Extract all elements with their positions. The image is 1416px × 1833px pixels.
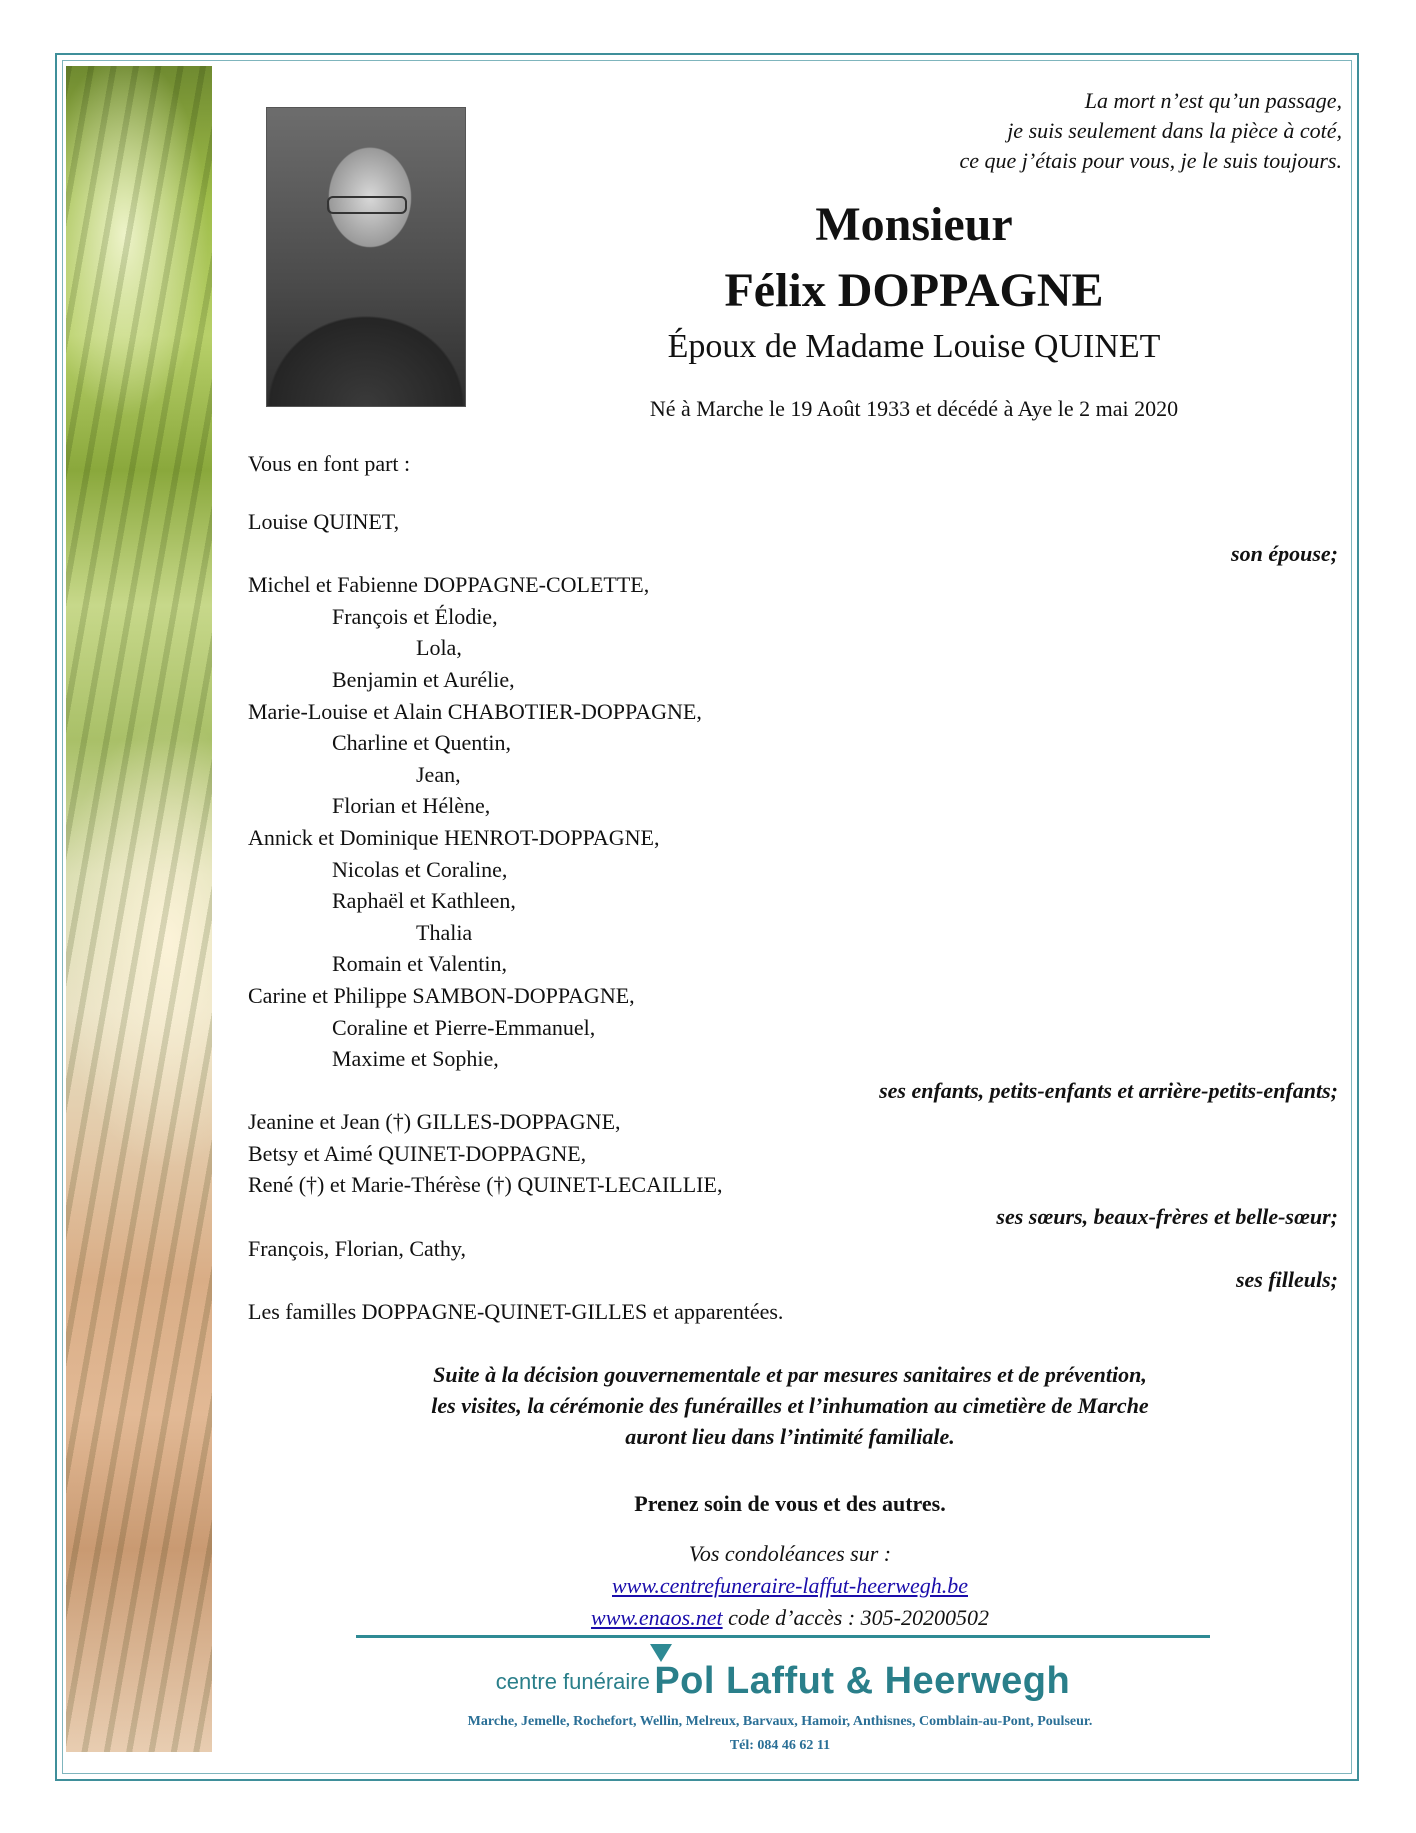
list-item: Les familles DOPPAGNE-QUINET-GILLES et apparentées. xyxy=(248,1298,784,1324)
quote-line-1: La mort n’est qu’un passage, xyxy=(1084,88,1342,113)
quote-line-2: je suis seulement dans la pièce à coté, xyxy=(1007,118,1342,143)
list-item: Maxime et Sophie, xyxy=(332,1046,499,1072)
footer-divider xyxy=(356,1635,1210,1638)
list-item: Lola, xyxy=(416,635,462,661)
birth-death-dates: Né à Marche le 19 Août 1933 et décédé à Aye le 2 mai 2020 xyxy=(649,396,1179,421)
logo-brand-text: Pol Laffut & Heerwegh xyxy=(654,1660,1071,1702)
list-item: Michel et Fabienne DOPPAGNE-COLETTE, xyxy=(248,572,650,598)
relation-label: ses enfants, petits-enfants et arrière-petits-enfants; xyxy=(879,1077,1338,1103)
spouse-line: Époux de Madame Louise QUINET xyxy=(667,328,1161,365)
list-item: Nicolas et Coraline, xyxy=(332,856,508,882)
relation-label: ses filleuls; xyxy=(1235,1267,1338,1293)
portrait-photo xyxy=(266,107,466,407)
list-item: Betsy et Aimé QUINET-DOPPAGNE, xyxy=(248,1140,587,1166)
list-item: Benjamin et Aurélie, xyxy=(332,666,515,692)
notice-line-2: les visites, la cérémonie des funérailles et l’inhumation au cimetière de Marche xyxy=(431,1393,1149,1418)
quote-line-3: ce que j’étais pour vous, je le suis toujours. xyxy=(959,148,1342,173)
relation-label: ses sœurs, beaux-frères et belle-sœur; xyxy=(996,1204,1338,1230)
intro-text: Vous en font part : xyxy=(248,451,411,476)
list-item: Charline et Quentin, xyxy=(332,730,512,756)
phone-number: Tél: 084 46 62 11 xyxy=(729,1738,831,1753)
notice-line-3: auront lieu dans l’intimité familiale. xyxy=(625,1424,955,1449)
care-message: Prenez soin de vous et des autres. xyxy=(634,1491,946,1516)
list-item: Carine et Philippe SAMBON-DOPPAGNE, xyxy=(248,982,635,1008)
list-item: Thalia xyxy=(416,919,473,945)
honorific: Monsieur xyxy=(815,198,1013,251)
list-item: Florian et Hélène, xyxy=(332,793,491,819)
list-item: René (†) et Marie-Thérèse (†) QUINET-LECAILLIE, xyxy=(248,1172,723,1198)
epitaph-quote xyxy=(782,86,1342,176)
family-list xyxy=(248,506,1338,1327)
locations-list: Marche, Jemelle, Rochefort, Wellin, Melreux, Barvaux, Hamoir, Anthisnes, Comblain-au-Pont, Poulseur. xyxy=(467,1714,1093,1729)
relation-label: son épouse; xyxy=(1231,540,1338,566)
funeral-home-link[interactable]: www.centrefuneraire-laffut-heerwegh.be xyxy=(612,1573,968,1598)
list-item: François et Élodie, xyxy=(332,603,498,629)
list-item: Annick et Dominique HENROT-DOPPAGNE, xyxy=(248,824,660,850)
list-item: Louise QUINET, xyxy=(248,509,400,534)
access-code: code d’accès : 305-20200502 xyxy=(722,1605,989,1630)
notice-line-1: Suite à la décision gouvernementale et par mesures sanitaires et de prévention, xyxy=(433,1362,1147,1387)
glasses-detail xyxy=(327,196,407,214)
funeral-home-logo xyxy=(356,1660,1210,1703)
list-item: Romain et Valentin, xyxy=(332,951,507,977)
list-item: Raphaël et Kathleen, xyxy=(332,888,516,914)
condolences-label: Vos condoléances sur : xyxy=(688,1541,892,1566)
list-item: François, Florian, Cathy, xyxy=(248,1235,466,1261)
list-item: Marie-Louise et Alain CHABOTIER-DOPPAGNE, xyxy=(248,698,702,724)
covid-notice xyxy=(230,1359,1350,1452)
list-item: Jean, xyxy=(416,761,461,787)
logo-lead-text: centre funéraire xyxy=(495,1669,650,1694)
list-item: Jeanine et Jean (†) GILLES-DOPPAGNE, xyxy=(248,1109,621,1135)
enaos-link[interactable]: www.enaos.net xyxy=(591,1605,723,1630)
forest-path-image xyxy=(66,66,212,1752)
deceased-name: Félix DOPPAGNE xyxy=(724,264,1104,317)
list-item: Coraline et Pierre-Emmanuel, xyxy=(332,1014,596,1040)
condolences-block xyxy=(230,1538,1350,1634)
